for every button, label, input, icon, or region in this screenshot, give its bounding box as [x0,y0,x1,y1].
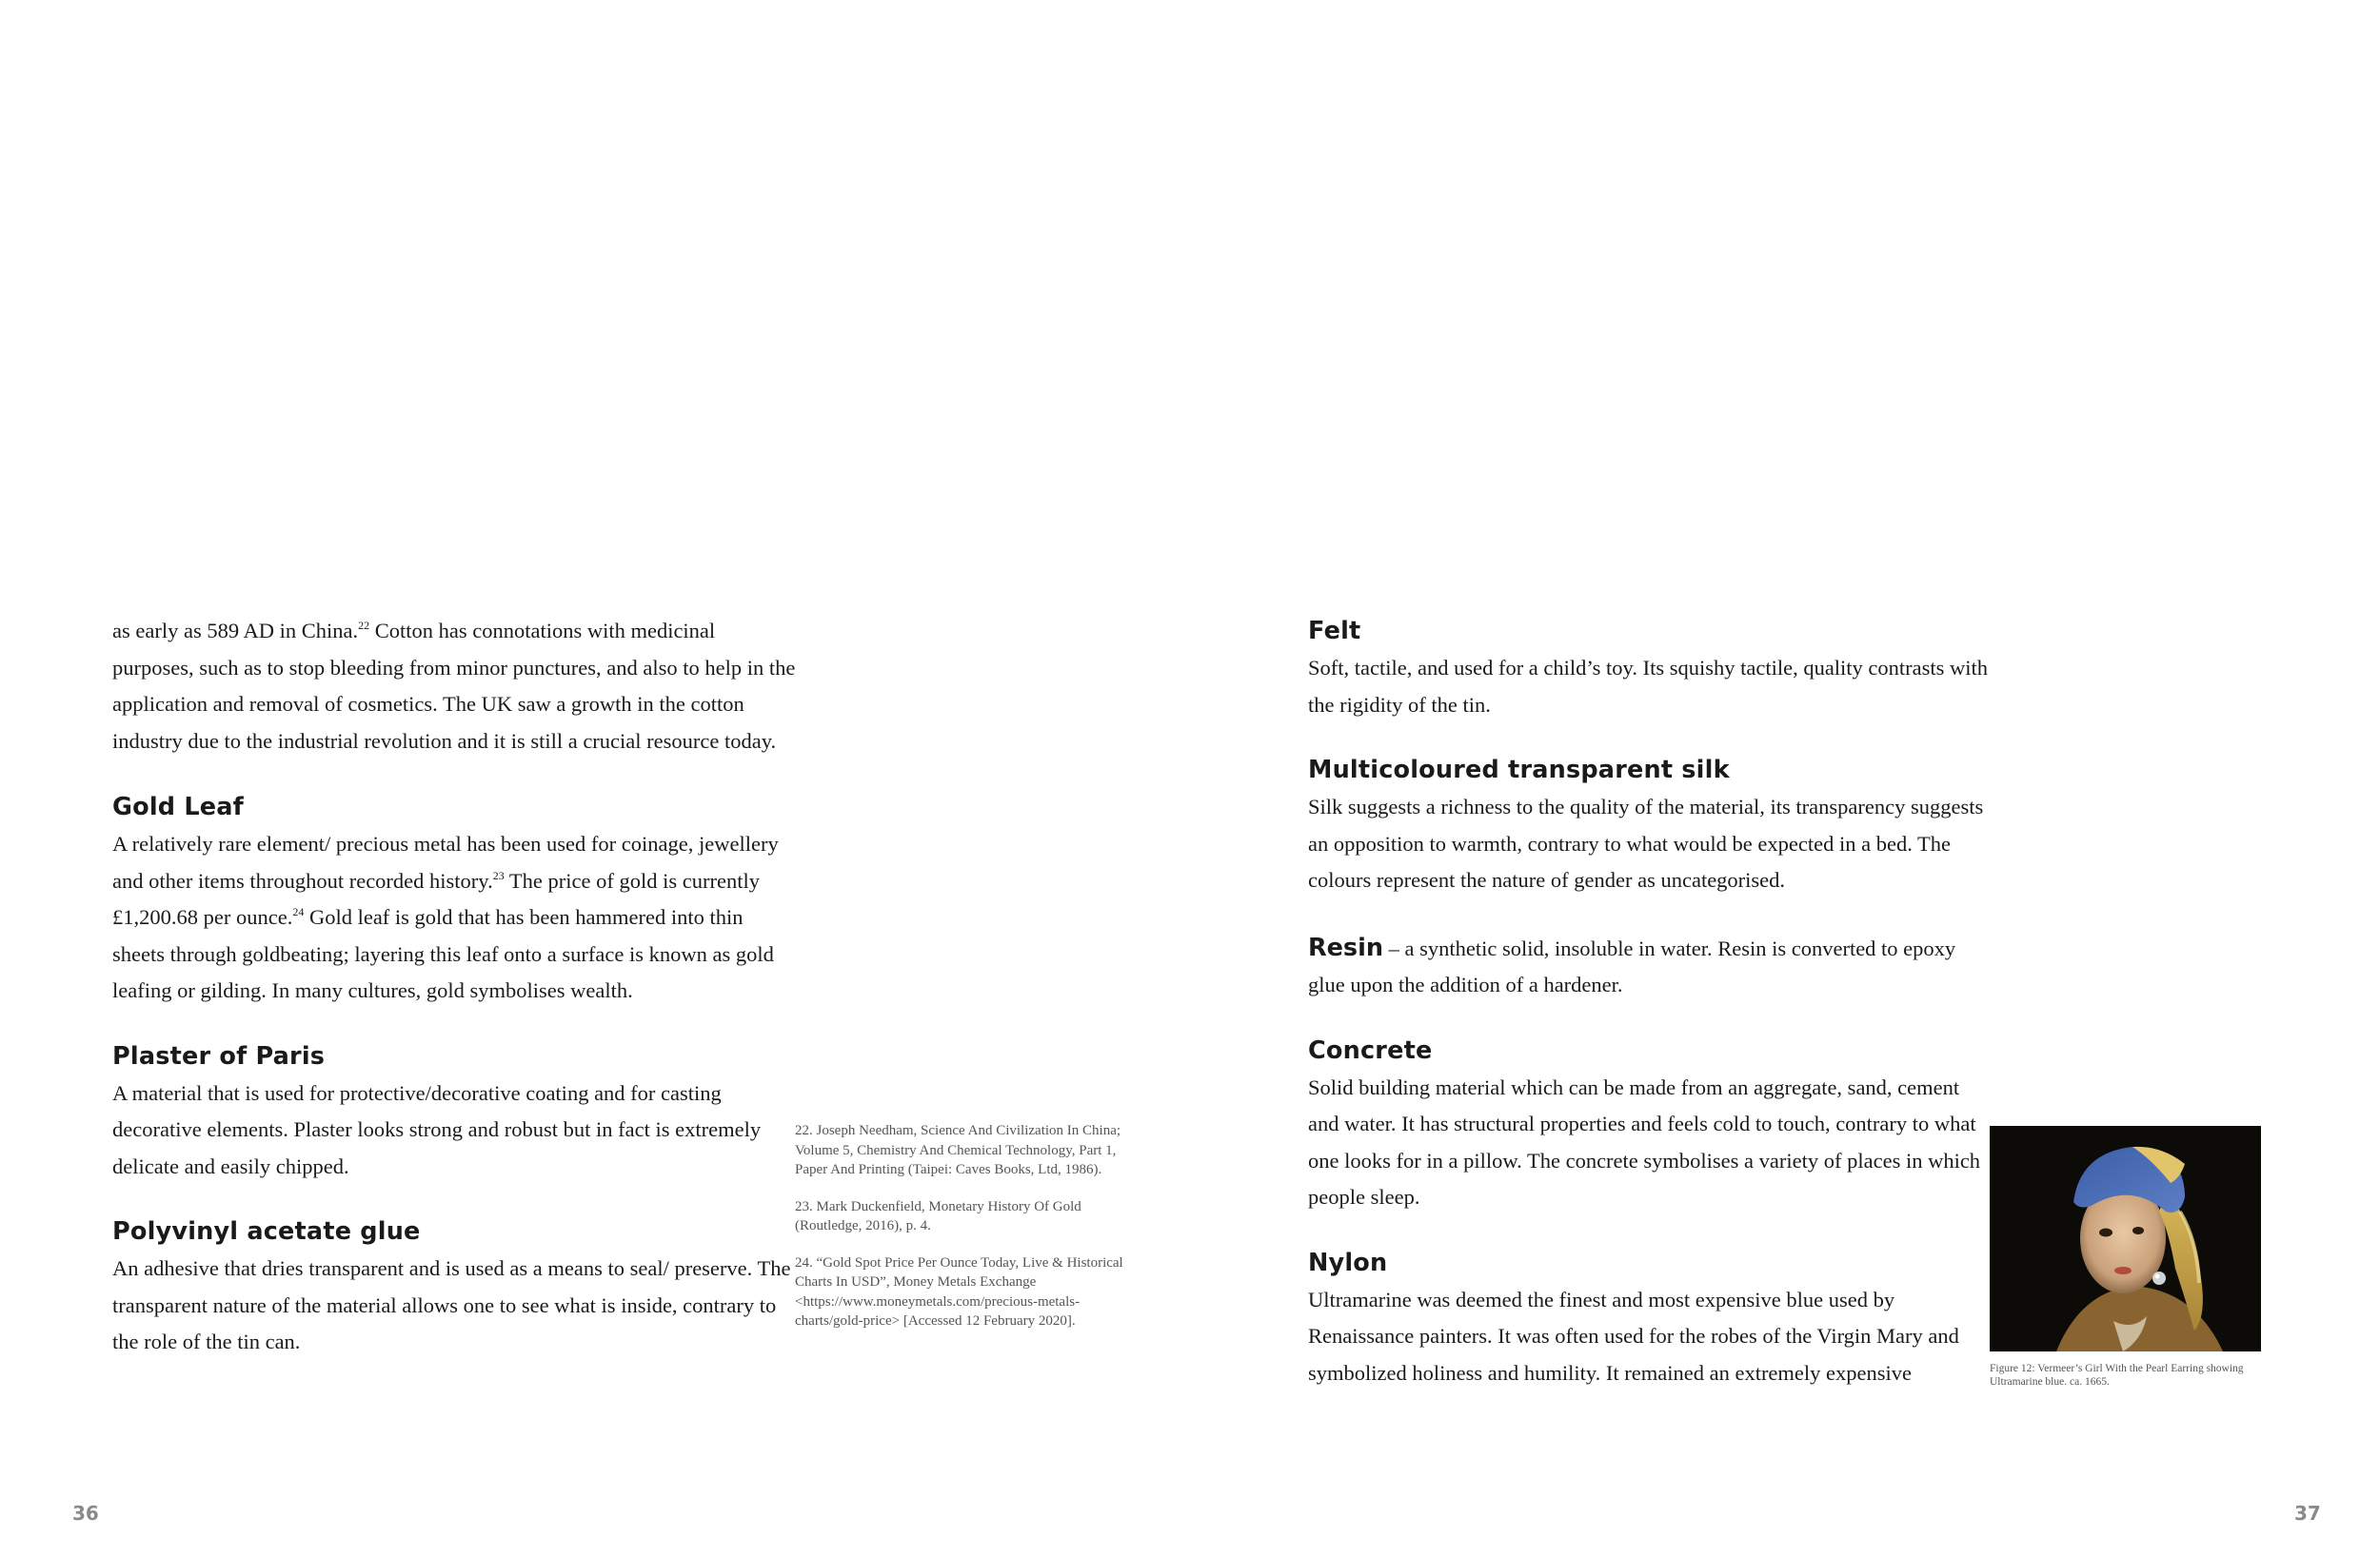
concrete-heading: Concrete [1308,1035,1433,1065]
felt-section [1308,615,1993,723]
nylon-paragraph: Ultramarine was deemed the finest and most expensive blue used by Renaissance painters. It was often used for the robes of the Virgin Mary and symbolized holiness and humility. It remained an extremely expensive [1308,1287,1959,1385]
resin-paragraph [1308,930,1993,1004]
figure-caption: Figure 12: Vermeer’s Girl With the Pearl Earring showing Ultramarine blue. ca. 1665. [1990,1363,2244,1388]
vermeer-painting-image [1990,1126,2261,1351]
pva-heading: Polyvinyl acetate glue [112,1217,421,1246]
gold-leaf-text-2: The price of gold is currently £1,200.68 per ounce. [112,868,760,929]
gold-leaf-section [112,791,798,1010]
footnotes [795,1121,1138,1349]
cotton-paragraph [112,613,798,759]
nylon-section [1308,1247,1993,1392]
silk-heading: Multicoloured transparent silk [1308,756,1730,784]
nylon-heading: Nylon [1308,1248,1388,1277]
footnote-ref-24[interactable]: 24 [292,905,305,918]
pva-paragraph: An adhesive that dries transparent and is used as a means to seal/ preserve. The transparent nature of the material allows one to see what is inside, contrary to the role of the tin can. [112,1256,791,1353]
footnote-24: 24. “Gold Spot Price Per Ounce Today, Live & Historical Charts In USD”, Money Metals Exchange <https://www.moneymetals.com/precious-metals-charts/gold-price> [Accessed 12 February 2020]. [795,1254,1123,1329]
resin-text: – a synthetic solid, insoluble in water. Resin is converted to epoxy glue upon the addition of a hardener. [1308,936,1956,996]
gold-leaf-text-1: A relatively rare element/ precious metal has been used for coinage, jewellery and other items throughout recorded history. [112,832,779,893]
footnote-23: 23. Mark Duckenfield, Monetary History Of Gold (Routledge, 2016), p. 4. [795,1198,1081,1233]
silk-section [1308,754,1993,899]
cotton-text-rest: Cotton has connotations with medicinal purposes, such as to stop bleeding from minor punctures, and also to help in the application and removal of cosmetics. The UK saw a growth in the cotton industry due to the industrial revolution and it is still a crucial resource today. [112,619,796,753]
footnote-ref-23[interactable]: 23 [492,868,505,882]
left-text-column [112,613,798,1361]
felt-heading: Felt [1308,617,1361,645]
right-page [1190,0,2380,1558]
plaster-paragraph: A material that is used for protective/decorative coating and for casting decorative elements. Plaster looks strong and robust but in fact is extremely delicate and easily chipped. [112,1080,762,1178]
gold-leaf-text-3: Gold leaf is gold that has been hammered into thin sheets through goldbeating; layering this leaf onto a surface is known as gold leafing or gilding. In many cultures, gold symbolises wealth. [112,905,774,1002]
cotton-text-start: as early as 589 AD in China. [112,619,359,642]
gold-leaf-heading: Gold Leaf [112,793,244,821]
right-text-column [1308,615,1993,1391]
painting-illustration [1990,1126,2261,1351]
resin-heading: Resin [1308,933,1384,962]
page-number-right: 37 [2294,1502,2321,1525]
page-number-left: 36 [72,1502,99,1525]
silk-paragraph: Silk suggests a richness to the quality of the material, its transparency suggests an opposition to warmth, contrary to what would be expected in a bed. The colours represent the nature of gender as uncategorised. [1308,795,1984,892]
plaster-section [112,1040,798,1186]
gold-leaf-paragraph [112,826,798,1010]
footnote-ref-22[interactable]: 22 [358,619,370,632]
pva-section [112,1215,798,1361]
resin-section [1308,930,1993,1004]
figure-vermeer [1990,1126,2261,1389]
concrete-section [1308,1035,1993,1216]
concrete-paragraph: Solid building material which can be made from an aggregate, sand, cement and water. It has structural properties and feels cold to touch, contrary to what one looks for in a pillow. The concrete symbolises a variety of places in which people sleep. [1308,1075,1981,1209]
felt-paragraph: Soft, tactile, and used for a child’s toy. Its squishy tactile, quality contrasts with the rigidity of the tin. [1308,656,1989,717]
plaster-heading: Plaster of Paris [112,1041,326,1071]
footnote-22: 22. Joseph Needham, Science And Civilization In China; Volume 5, Chemistry And Chemical Technology, Part 1, Paper And Printing (Taipei: Caves Books, Ltd, 1986). [795,1123,1121,1177]
